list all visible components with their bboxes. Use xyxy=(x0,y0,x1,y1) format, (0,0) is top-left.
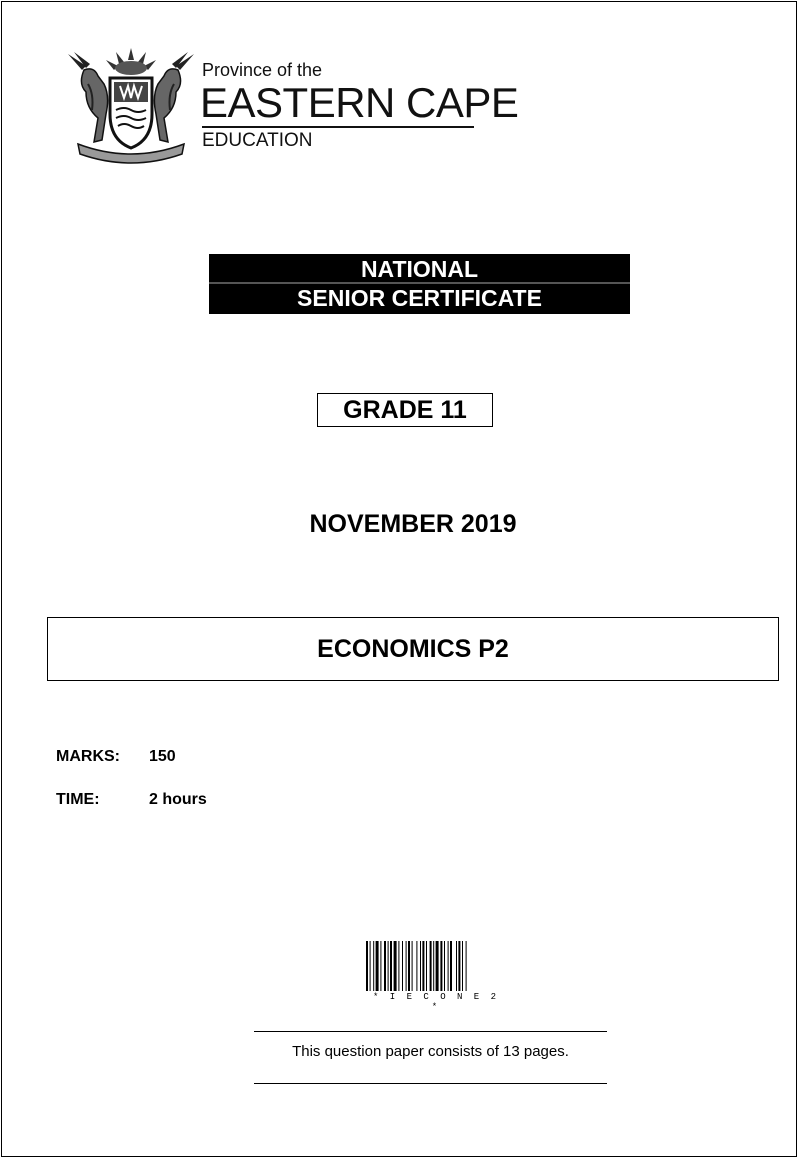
logo-eastern-cape: EASTERN CAPE xyxy=(200,79,519,126)
exam-period: NOVEMBER 2019 xyxy=(309,510,517,538)
certificate-banner xyxy=(209,254,630,314)
marks-value: 150 xyxy=(149,748,176,765)
barcode-icon xyxy=(366,941,506,991)
grade-box: GRADE 11 xyxy=(317,393,493,427)
province-logo xyxy=(64,44,519,164)
banner-line-national: NATIONAL xyxy=(360,256,479,282)
time-value: 2 hours xyxy=(149,791,207,808)
footer-rule-top xyxy=(254,1031,607,1032)
footer-rule-bottom xyxy=(254,1083,607,1084)
logo-education: EDUCATION xyxy=(202,130,313,151)
marks-label: MARKS: xyxy=(56,748,120,765)
logo-divider xyxy=(202,126,474,128)
page-count-note: This question paper consists of 13 pages. xyxy=(292,1043,569,1060)
banner-line-senior-certificate: SENIOR CERTIFICATE xyxy=(297,285,542,311)
subject-box: ECONOMICS P2 xyxy=(47,617,779,681)
time-label: TIME: xyxy=(56,791,100,808)
barcode-label: * I E C O N E 2 * xyxy=(372,992,499,1012)
logo-province-of-the: Province of the xyxy=(202,60,323,80)
coat-of-arms-icon xyxy=(64,44,198,164)
